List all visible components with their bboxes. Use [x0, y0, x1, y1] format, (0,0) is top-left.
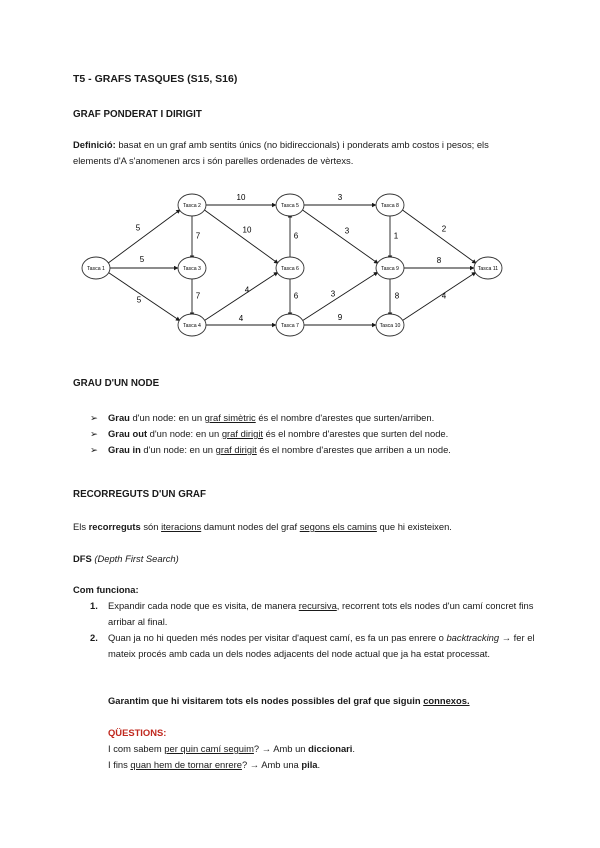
- bullet-grau: ➢ Grau d'un node: en un graf simètric és el nombre d'arestes que surten/arriben.: [90, 410, 451, 426]
- graph-node-t4: [178, 314, 206, 336]
- edge-weight-label: 5: [139, 255, 145, 264]
- definition-label: Definició:: [73, 139, 116, 150]
- graph-node-t3: [178, 257, 206, 279]
- section-heading-grau: GRAU D'UN NODE: [73, 378, 160, 389]
- graph-node-t10: [376, 314, 404, 336]
- list-item: 1. Expandir cada node que es visita, de manera recursiva, recorrent tots els nodes d'un camí concret fins arribar al final.: [90, 600, 534, 627]
- graph-node-t7: [276, 314, 304, 336]
- guarantee-statement: Garantim que hi visitarem tots els nodes possibles del graf que siguin connexos.: [108, 695, 470, 706]
- arrow-icon: ➢: [90, 412, 98, 423]
- edge-weight-label: 6: [293, 291, 299, 301]
- recorreguts-paragraph: Els recorreguts són iteracions damunt nodes del graf segons els camins que hi existeixen.: [73, 521, 452, 532]
- questions-label: QÜESTIONS:: [108, 727, 167, 738]
- arrow-icon: ➢: [90, 428, 98, 439]
- graph-node-t9: [376, 257, 404, 279]
- edge-weight-label: 6: [293, 231, 299, 241]
- graph-node-t6: [276, 257, 304, 279]
- graph-node-t8: [376, 194, 404, 216]
- arrow-icon: ➢: [90, 444, 98, 455]
- definition-text-2: elements d'A s'anomenen arcs i són parelles ordenades de vèrtexs.: [73, 155, 354, 166]
- graph-node-t5: [276, 194, 304, 216]
- node-label: Tasca 5: [281, 202, 299, 209]
- edge-weight-label: 3: [344, 226, 350, 236]
- degree-bullet-list: [90, 410, 451, 458]
- how-it-works-label: Com funciona:: [73, 584, 139, 595]
- graph-node-t11: [474, 257, 502, 279]
- edge-weight-label: 10: [236, 193, 246, 202]
- page-title: T5 - GRAFS TASQUES (S15, S16): [73, 73, 238, 85]
- edge-weight-label: 7: [195, 291, 201, 301]
- edge-weight-label: 9: [337, 313, 343, 322]
- edge-weight-label: 3: [337, 193, 343, 202]
- edge-weight-label: 2: [441, 224, 447, 234]
- edge-weight-label: 3: [330, 289, 336, 299]
- definition-text-1: basat en un graf amb sentits únics (no bidireccionals) i ponderats amb costos i pesos; els: [115, 139, 489, 150]
- list-item: 2. Quan ja no hi queden més nodes per visitar d'aquest camí, es fa un pas enrere o backtracking → fer el mateix procés amb cada un dels nodes adjacents del node actual que ja ha estat processat.: [90, 632, 535, 659]
- edge-weight-label: 4: [238, 314, 244, 323]
- graph-node-t1: [82, 257, 110, 279]
- edge-weight-label: 1: [393, 231, 399, 241]
- node-label: Tasca 8: [381, 202, 399, 209]
- edge-weight-label: 4: [441, 291, 447, 301]
- node-label: Tasca 10: [379, 322, 401, 329]
- graph-edge-t10-t11: [402, 272, 476, 321]
- edge-weight-label: 5: [136, 295, 142, 305]
- edge-weight-label: 4: [244, 285, 250, 295]
- node-label: Tasca 2: [183, 202, 201, 209]
- node-label: Tasca 7: [281, 322, 299, 329]
- edge-weight-label: 10: [242, 225, 252, 235]
- graph-edge-t2-t6: [204, 210, 278, 264]
- edge-weight-label: 8: [394, 291, 400, 301]
- node-label: Tasca 3: [183, 265, 201, 272]
- bullet-grau-out: ➢ Grau out d'un node: en un graf dirigit és el nombre d'arestes que surten del node.: [90, 426, 451, 442]
- dfs-heading: DFS (Depth First Search): [73, 553, 179, 564]
- edge-weight-label: 5: [135, 223, 141, 233]
- node-label: Tasca 11: [477, 265, 499, 272]
- bullet-grau-in: ➢ Grau in d'un node: en un graf dirigit és el nombre d'arestes que arriben a un node.: [90, 442, 451, 458]
- section-heading-graf-ponderat: GRAF PONDERAT I DIRIGIT: [73, 109, 202, 120]
- node-label: Tasca 6: [281, 265, 299, 272]
- section-heading-recorreguts: RECORREGUTS D'UN GRAF: [73, 489, 206, 500]
- node-label: Tasca 4: [183, 322, 201, 329]
- node-label: Tasca 1: [87, 265, 105, 272]
- graph-edge-t1-t4: [108, 272, 180, 320]
- node-label: Tasca 9: [381, 265, 399, 272]
- graph-node-t2: [178, 194, 206, 216]
- question-1: I com sabem per quin camí seguim? → Amb un diccionari.: [108, 743, 356, 754]
- edge-weight-label: 8: [436, 256, 442, 265]
- question-2: I fins quan hem de tornar enrere? → Amb una pila.: [108, 759, 321, 770]
- edge-weight-label: 7: [195, 231, 201, 241]
- graph-edge-t5-t9: [302, 209, 378, 263]
- dfs-steps-list: [90, 598, 535, 662]
